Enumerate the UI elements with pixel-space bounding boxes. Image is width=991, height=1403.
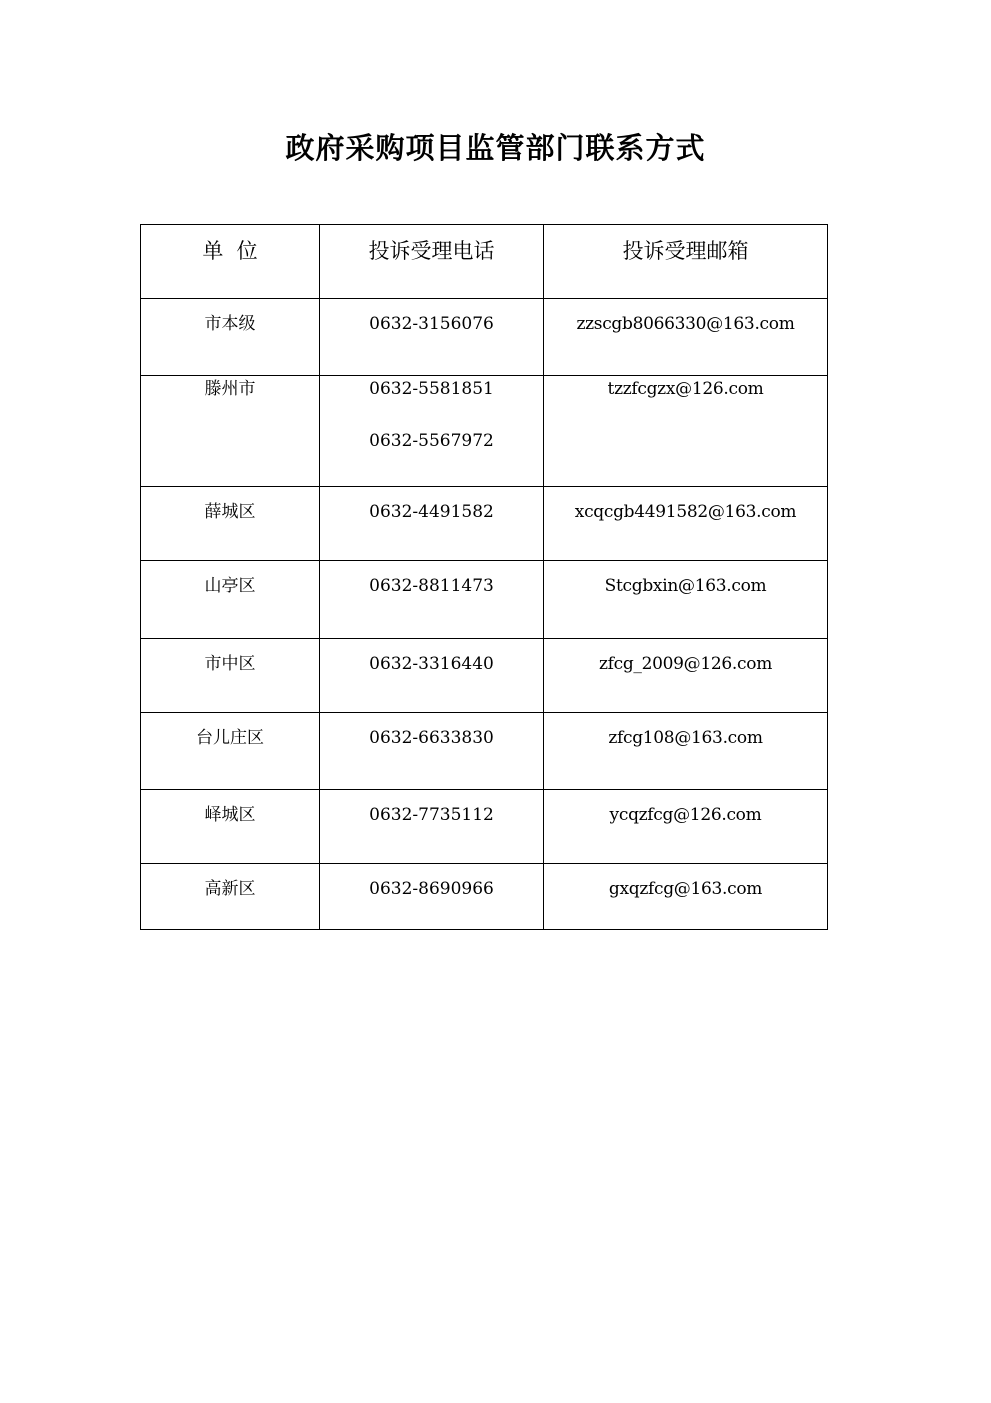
- table-row: [141, 713, 828, 790]
- table-row: [141, 376, 828, 487]
- phone-cell: 0632-4491582: [320, 487, 544, 561]
- phone-cell: 0632-8811473: [320, 561, 544, 639]
- header-email: 投诉受理邮箱: [544, 225, 828, 299]
- email-cell: Stcgbxin@163.com: [544, 561, 828, 639]
- table-row: [141, 299, 828, 376]
- phone-number: 0632-5581851: [369, 379, 494, 399]
- phone-cell: 0632-3316440: [320, 639, 544, 713]
- email-cell: tzzfcgzx@126.com: [544, 376, 828, 487]
- page-title: 政府采购项目监管部门联系方式: [285, 131, 706, 165]
- table-row: [141, 790, 828, 864]
- email-cell: ycqzfcg@126.com: [544, 790, 828, 864]
- unit-cell: 峄城区: [141, 790, 320, 864]
- phone-cell: 0632-8690966: [320, 864, 544, 930]
- unit-cell: 市中区: [141, 639, 320, 713]
- email-cell: zzscgb8066330@163.com: [544, 299, 828, 376]
- email-cell: xcqcgb4491582@163.com: [544, 487, 828, 561]
- contact-table: [140, 224, 828, 930]
- unit-cell: 市本级: [141, 299, 320, 376]
- phone-cell: 0632-7735112: [320, 790, 544, 864]
- table-row: [141, 639, 828, 713]
- unit-cell: 高新区: [141, 864, 320, 930]
- email-cell: zfcg_2009@126.com: [544, 639, 828, 713]
- phone-number: 0632-5567972: [369, 431, 494, 451]
- table-row: [141, 487, 828, 561]
- header-phone: 投诉受理电话: [320, 225, 544, 299]
- phone-cell: [320, 376, 544, 487]
- phone-cell: 0632-6633830: [320, 713, 544, 790]
- email-cell: zfcg108@163.com: [544, 713, 828, 790]
- table-row: [141, 864, 828, 930]
- unit-cell: 滕州市: [141, 376, 320, 487]
- unit-cell: 山亭区: [141, 561, 320, 639]
- phone-cell: 0632-3156076: [320, 299, 544, 376]
- unit-cell: 薛城区: [141, 487, 320, 561]
- table-row: [141, 561, 828, 639]
- header-unit: 单 位: [141, 225, 320, 299]
- table-header-row: [141, 225, 828, 299]
- unit-cell: 台儿庄区: [141, 713, 320, 790]
- email-cell: gxqzfcg@163.com: [544, 864, 828, 930]
